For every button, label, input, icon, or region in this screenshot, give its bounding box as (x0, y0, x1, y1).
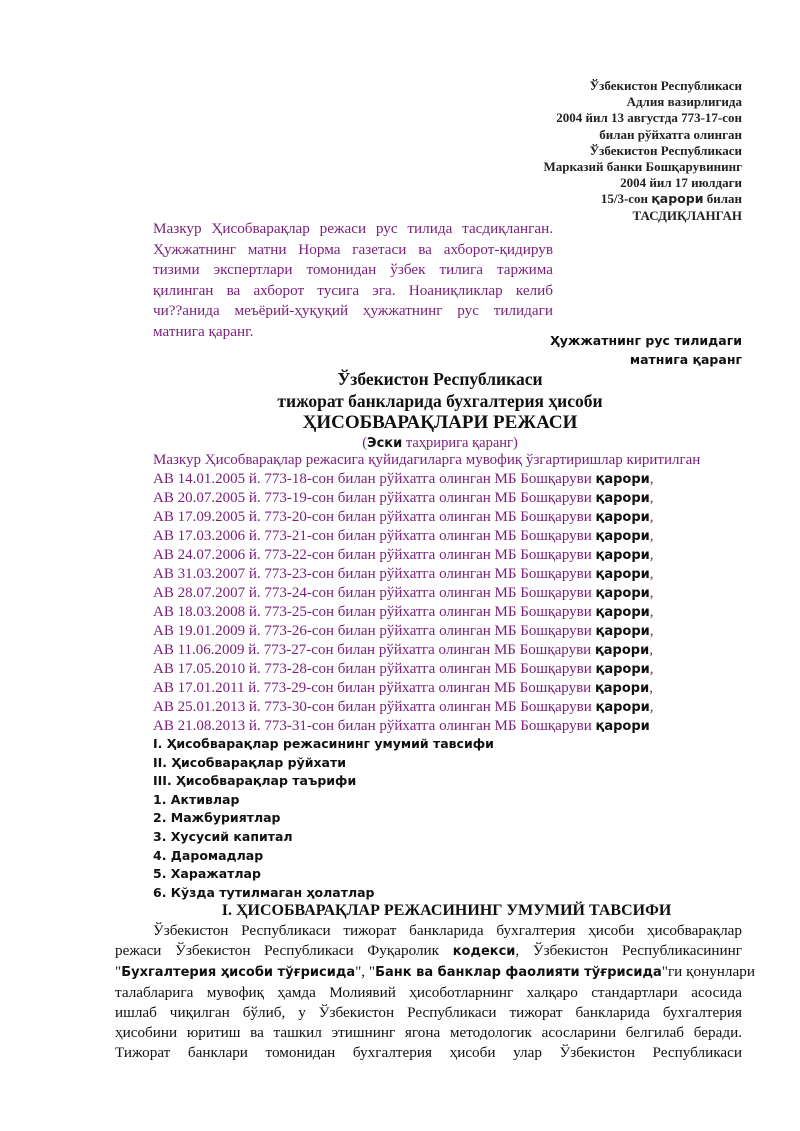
decision-keyword: қарори (595, 491, 650, 506)
approval-line: билан рўйхатга олинган (599, 126, 742, 142)
amendment-punct: , (649, 509, 654, 525)
amendments-list (153, 451, 753, 736)
russian-text-link-line1[interactable]: Ҳужжатнинг рус тилидаги (550, 333, 742, 348)
decision-keyword: қарори (595, 586, 650, 601)
amendment-link[interactable]: АВ 11.06.2009 й. 773-27-сон билан рўйхатга олинган МБ Бошқаруви (153, 642, 592, 658)
title-line-3: ҲИСОБВАРАҚЛАРИ РЕЖАСИ (302, 412, 578, 433)
document-title (140, 368, 740, 453)
amendment-link[interactable]: АВ 17.03.2006 й. 773-21-сон билан рўйхатга олинган МБ Бошқаруви (153, 528, 592, 544)
decision-keyword: қарори (594, 681, 650, 696)
amendment-item (153, 584, 753, 603)
approval-line: 2004 йил 13 августда 773-17-сон (556, 110, 742, 126)
toc-item[interactable]: 5. Харажатлар (153, 866, 261, 882)
decision-keyword: қарори (595, 529, 650, 544)
approval-line: Адлия вазирлигида (626, 94, 742, 110)
approval-line: 2004 йил 17 июлдаги (620, 175, 742, 191)
old-version-link[interactable]: Эски (367, 436, 403, 451)
decision-keyword: қарори (595, 719, 650, 734)
table-of-contents (153, 735, 494, 902)
body-paragraph (115, 921, 755, 1063)
amendment-item (153, 489, 753, 508)
amendment-link[interactable]: АВ 17.09.2005 й. 773-20-сон билан рўйхатга олинган МБ Бошқаруви (153, 509, 592, 525)
approval-stamp (544, 78, 742, 224)
approval-line-decision (544, 191, 742, 207)
amendment-item (153, 546, 753, 565)
translation-note (153, 219, 553, 342)
paragraph-line: талабларига мувофиқ ҳамда Молиявий ҳисоботларнинг халқаро стандартлари асосида (115, 984, 742, 1001)
amendment-link[interactable]: АВ 17.01.2011 й. 773-29-сон билан рўйхатга олинган МБ Бошқаруви (153, 680, 592, 696)
note-line: Ҳужжатнинг матни Норма газетаси ва ахборот-қидирув (153, 240, 553, 258)
amendment-punct: , (649, 566, 654, 582)
decision-keyword: қарори (595, 510, 650, 525)
toc-item[interactable]: 3. Хусусий капитал (153, 828, 293, 844)
amendments-intro: Мазкур Ҳисобварақлар режасига қуйидагиларга мувофиқ ўзгартиришлар киритилган (153, 452, 701, 468)
amendment-punct: , (649, 642, 653, 658)
accounting-law-link[interactable]: Бухгалтерия ҳисоби тўғрисида (121, 965, 356, 980)
amendment-link[interactable]: АВ 17.05.2010 й. 773-28-сон билан рўйхатга олинган МБ Бошқаруви (153, 661, 592, 677)
amendment-item (153, 565, 753, 584)
amendment-punct: , (649, 699, 654, 715)
amendment-punct: , (649, 490, 654, 506)
amendment-item (153, 527, 753, 546)
note-line: тизими экспертлари томонидан ўзбек тилига таржима (153, 261, 553, 278)
banking-law-link[interactable]: Банк ва банклар фаолияти тўғрисида (375, 965, 662, 980)
decision-keyword: қарори (595, 567, 650, 582)
note-line: матнига қаранг. (153, 322, 254, 340)
note-line: Мазкур Ҳисобварақлар режаси рус тилида тасдиқланган. (153, 220, 553, 237)
decision-keyword: қарори (595, 548, 650, 563)
old-version-note: (Эски таҳририга қаранг) (362, 435, 518, 451)
toc-item[interactable]: 6. Кўзда тутилмаган ҳолатлар (153, 884, 375, 900)
toc-item[interactable]: III. Ҳисобварақлар таърифи (153, 773, 357, 789)
amendment-item (153, 717, 753, 736)
decision-keyword: қарори (595, 662, 650, 677)
decision-keyword: қарори (594, 643, 650, 658)
note-line: қилинган ва ахборот тусига эга. Ноаниқликлар келиб (153, 281, 553, 299)
approval-line: Ўзбекистон Республикаси (589, 78, 742, 93)
russian-text-link[interactable] (550, 331, 742, 369)
decision-keyword: қарори (595, 472, 650, 487)
civil-code-link[interactable]: кодекси (452, 944, 516, 959)
amendment-link[interactable]: АВ 31.03.2007 й. 773-23-сон билан рўйхатга олинган МБ Бошқаруви (153, 566, 592, 582)
approval-line: Марказий банки Бошқарувининг (543, 159, 742, 175)
amendment-link[interactable]: АВ 24.07.2006 й. 773-22-сон билан рўйхатга олинган МБ Бошқаруви (153, 547, 592, 563)
amendment-item (153, 679, 753, 698)
title-line-2: тижорат банкларида бухгалтерия ҳисоби (277, 391, 603, 411)
toc-item[interactable]: 1. Активлар (153, 791, 240, 807)
toc-item[interactable]: 2. Мажбуриятлар (153, 810, 281, 826)
amendment-punct: , (649, 528, 654, 544)
amendment-item (153, 660, 753, 679)
note-line: чи??анида меъёрий-ҳуқуқий ҳужжатнинг рус тилидаги (153, 302, 553, 319)
approved-label: ТАСДИҚЛАНГАН (632, 207, 742, 223)
paragraph-line: "Бухгалтерия ҳисоби тўғрисида", "Банк ва банклар фаолияти тўғрисида"ги қонунлари (115, 963, 755, 980)
section-heading: I. ҲИСОБВАРАҚЛАР РЕЖАСИНИНГ УМУМИЙ ТАВСИФИ (221, 902, 672, 919)
decision-keyword: қарори (595, 605, 650, 620)
amendment-item (153, 698, 753, 717)
approval-line: Ўзбекистон Республикаси (589, 142, 742, 158)
amendment-punct: , (649, 623, 654, 639)
amendment-punct: , (649, 471, 654, 487)
decision-keyword: қарори (595, 624, 650, 639)
amendment-punct: , (649, 680, 653, 696)
amendment-link[interactable]: АВ 25.01.2013 й. 773-30-сон билан рўйхатга олинган МБ Бошқаруви (153, 699, 592, 715)
decision-link[interactable]: қарори (651, 191, 704, 207)
amendment-item (153, 470, 753, 489)
paragraph-line: Тижорат банклари томонидан бухгалтерия ҳисоби улар Ўзбекистон Республикаси (115, 1044, 742, 1061)
toc-item[interactable]: 4. Даромадлар (153, 847, 264, 863)
toc-item[interactable]: II. Ҳисобварақлар рўйхати (153, 754, 346, 770)
amendment-punct: , (649, 604, 654, 620)
paragraph-line: режаси Ўзбекистон Республикаси Фуқаролик кодекси, Ўзбекистон Республикасининг (115, 942, 742, 959)
amendment-link[interactable]: АВ 28.07.2007 й. 773-24-сон билан рўйхатга олинган МБ Бошқаруви (153, 585, 592, 601)
amendment-link[interactable]: АВ 20.07.2005 й. 773-19-сон билан рўйхатга олинган МБ Бошқаруви (153, 490, 592, 506)
amendment-punct: , (649, 661, 654, 677)
title-line-1: Ўзбекистон Республикаси (337, 369, 543, 389)
amendment-item (153, 622, 753, 641)
paragraph-line: Ўзбекистон Республикаси тижорат банкларида бухгалтерия ҳисоби ҳисобварақлар (153, 922, 742, 939)
amendment-punct: , (649, 547, 654, 563)
decision-keyword: қарори (595, 700, 650, 715)
amendment-link[interactable]: АВ 21.08.2013 й. 773-31-сон билан рўйхатга олинган МБ Бошқаруви (153, 718, 592, 734)
amendment-link[interactable]: АВ 14.01.2005 й. 773-18-сон билан рўйхатга олинган МБ Бошқаруви (153, 471, 592, 487)
amendment-item (153, 508, 753, 527)
amendment-item (153, 603, 753, 622)
amendment-link[interactable]: АВ 19.01.2009 й. 773-26-сон билан рўйхатга олинган МБ Бошқаруви (153, 623, 592, 639)
amendment-link[interactable]: АВ 18.03.2008 й. 773-25-сон билан рўйхатга олинган МБ Бошқаруви (153, 604, 592, 620)
amendment-punct: , (649, 585, 654, 601)
paragraph-line: ҳисобини юритиш ва ташкил этишнинг ягона методологик асосларини белгилаб беради. (115, 1024, 742, 1041)
paragraph-line: ишлаб чиқилган бўлиб, у Ўзбекистон Республикаси тижорат банкларида бухгалтерия (115, 1004, 742, 1021)
approval-number: 15/3-сон (600, 191, 649, 207)
amendment-item (153, 641, 753, 660)
russian-text-link-line2[interactable]: матнига қаранг (629, 352, 742, 367)
approval-with: билан (706, 191, 742, 207)
toc-item[interactable]: I. Ҳисобварақлар режасининг умумий тавсифи (153, 736, 494, 751)
